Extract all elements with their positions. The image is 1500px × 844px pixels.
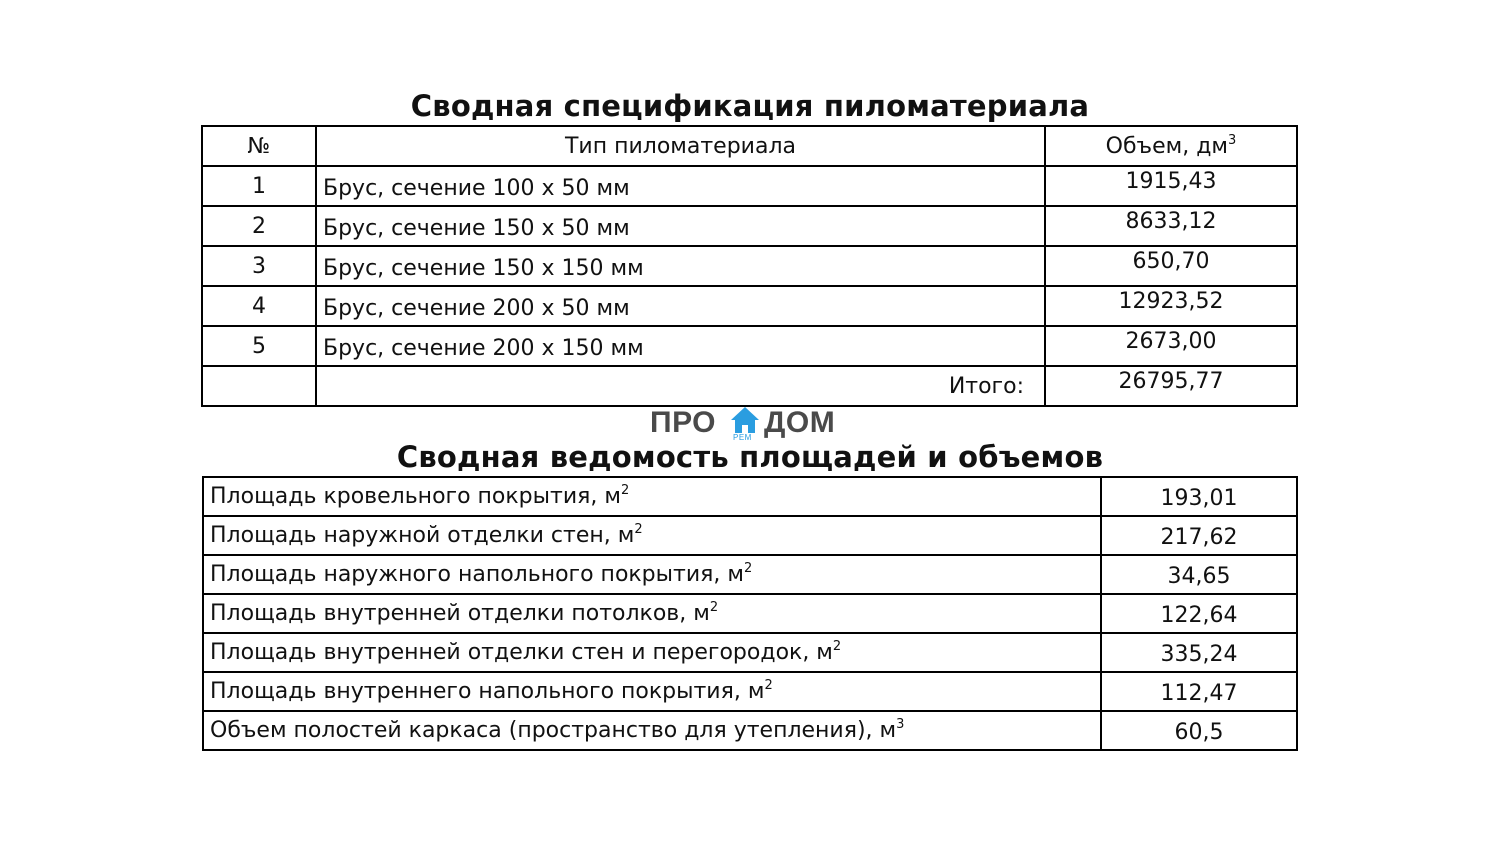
row-label-text: Площадь кровельного покрытия, м bbox=[210, 484, 621, 509]
header-volume-text: Объем, дм bbox=[1105, 133, 1229, 159]
row-value bbox=[1101, 711, 1297, 750]
unit-power: 2 bbox=[620, 483, 630, 498]
table-header-row bbox=[202, 126, 1297, 166]
total-label: Итого: bbox=[316, 366, 1045, 406]
logo-word-pro: ПРО bbox=[650, 406, 717, 439]
header-volume bbox=[1045, 126, 1297, 166]
row-value-text: 60,5 bbox=[1174, 720, 1224, 745]
table-row bbox=[203, 516, 1297, 555]
row-volume bbox=[1045, 206, 1297, 246]
total-value-text: 26795,77 bbox=[1118, 368, 1224, 394]
row-value-text: 193,01 bbox=[1160, 486, 1238, 511]
row-label-text: Объем полостей каркаса (пространство для утепления), м bbox=[210, 718, 897, 743]
row-number: 5 bbox=[202, 326, 316, 366]
header-volume-unit-power: 3 bbox=[1228, 132, 1237, 148]
logo-word-dom: ДОМ bbox=[764, 406, 836, 439]
unit-power: 2 bbox=[743, 561, 753, 576]
row-type-text: Брус, сечение 200 х 50 мм bbox=[323, 295, 630, 321]
row-number: 2 bbox=[202, 206, 316, 246]
lumber-spec-title: Сводная спецификация пиломатериала bbox=[410, 89, 1090, 123]
table-row bbox=[202, 286, 1297, 326]
logo-small-text: РЕМ bbox=[733, 433, 752, 442]
row-value bbox=[1101, 516, 1297, 555]
row-value bbox=[1101, 633, 1297, 672]
table-row bbox=[202, 246, 1297, 286]
row-value bbox=[1101, 555, 1297, 594]
row-volume-text: 1915,43 bbox=[1125, 168, 1217, 194]
table-row bbox=[203, 555, 1297, 594]
row-volume-text: 2673,00 bbox=[1125, 328, 1217, 354]
row-volume bbox=[1045, 246, 1297, 286]
row-volume bbox=[1045, 286, 1297, 326]
row-volume bbox=[1045, 166, 1297, 206]
row-value bbox=[1101, 672, 1297, 711]
row-value bbox=[1101, 594, 1297, 633]
table-row bbox=[203, 711, 1297, 750]
unit-power: 2 bbox=[764, 678, 773, 693]
row-type bbox=[316, 246, 1045, 286]
total-row bbox=[202, 366, 1297, 406]
row-volume-text: 8633,12 bbox=[1125, 208, 1217, 234]
house-icon bbox=[730, 405, 760, 435]
row-label bbox=[203, 594, 1101, 633]
row-type bbox=[316, 206, 1045, 246]
row-label bbox=[203, 711, 1101, 750]
row-type bbox=[316, 286, 1045, 326]
row-label-text: Площадь внутренней отделки стен и перегородок, м bbox=[210, 640, 833, 665]
table-row bbox=[202, 206, 1297, 246]
row-number: 1 bbox=[202, 166, 316, 206]
row-value-text: 34,65 bbox=[1167, 564, 1231, 589]
row-label bbox=[203, 477, 1101, 516]
row-label-text: Площадь наружной отделки стен, м bbox=[210, 523, 635, 548]
table-row bbox=[203, 633, 1297, 672]
area-summary-title: Сводная ведомость площадей и объемов bbox=[396, 440, 1104, 474]
row-value-text: 112,47 bbox=[1160, 681, 1238, 706]
row-value-text: 122,64 bbox=[1160, 603, 1238, 628]
row-type bbox=[316, 166, 1045, 206]
row-value-text: 217,62 bbox=[1160, 525, 1238, 550]
row-label bbox=[203, 672, 1101, 711]
unit-power: 3 bbox=[896, 717, 905, 732]
header-number: № bbox=[202, 126, 316, 166]
table-row bbox=[203, 594, 1297, 633]
row-type-text: Брус, сечение 100 х 50 мм bbox=[323, 175, 630, 201]
row-volume-text: 650,70 bbox=[1132, 248, 1210, 274]
row-volume bbox=[1045, 326, 1297, 366]
total-empty-cell bbox=[202, 366, 316, 406]
row-label bbox=[203, 516, 1101, 555]
row-label-text: Площадь внутренней отделки потолков, м bbox=[210, 601, 710, 626]
table-row bbox=[202, 166, 1297, 206]
table-row bbox=[203, 672, 1297, 711]
row-value bbox=[1101, 477, 1297, 516]
row-label-text: Площадь наружного напольного покрытия, м bbox=[210, 562, 744, 587]
unit-power: 2 bbox=[634, 522, 643, 537]
lumber-spec-table bbox=[201, 125, 1298, 407]
unit-power: 2 bbox=[709, 600, 719, 615]
header-type: Тип пиломатериала bbox=[316, 126, 1045, 166]
row-type bbox=[316, 326, 1045, 366]
total-value bbox=[1045, 366, 1297, 406]
row-type-text: Брус, сечение 200 х 150 мм bbox=[323, 335, 644, 361]
prodom-logo bbox=[650, 402, 850, 442]
table-row bbox=[203, 477, 1297, 516]
unit-power: 2 bbox=[832, 639, 842, 654]
area-summary-table bbox=[202, 476, 1298, 751]
row-number: 4 bbox=[202, 286, 316, 326]
row-volume-text: 12923,52 bbox=[1118, 288, 1224, 314]
row-label bbox=[203, 633, 1101, 672]
row-type-text: Брус, сечение 150 х 50 мм bbox=[323, 215, 630, 241]
table-row bbox=[202, 326, 1297, 366]
row-label-text: Площадь внутреннего напольного покрытия, м bbox=[210, 679, 765, 704]
row-number: 3 bbox=[202, 246, 316, 286]
row-label bbox=[203, 555, 1101, 594]
row-type-text: Брус, сечение 150 х 150 мм bbox=[323, 255, 644, 281]
row-value-text: 335,24 bbox=[1160, 642, 1238, 667]
